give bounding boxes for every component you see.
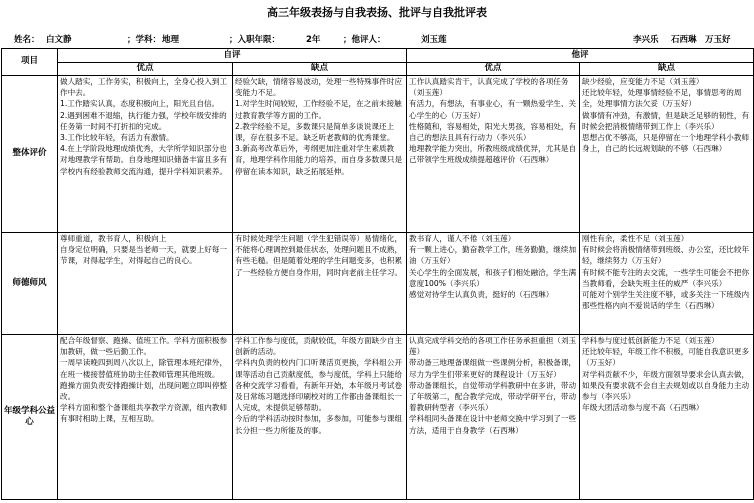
header-others: 他评 xyxy=(407,49,754,63)
entry: 有时候会将消极情绪带到班级、办公室，还比较年轻，继续努力（万玉好） xyxy=(582,245,750,266)
entry: 1.对学生时间较短，工作经验不足，在之前未接触过教育教学等方面的工作。 xyxy=(235,99,402,120)
others-label: ；他评人： xyxy=(343,35,386,45)
entry: 地理教学能力突出，所教班级成绩优异，尤其是自己带领学生班级成绩提超越评价（石西琳） xyxy=(409,144,577,165)
subject-value: 地理 xyxy=(162,35,180,45)
name-value: 白文静 xyxy=(46,35,72,45)
entry: 学科工作参与度低，贡献较低，年级方面缺少自主创新的活动。 xyxy=(235,336,403,357)
entry: 可能对个别学生关注度不够，或多关注一下班级内那些性格内向不爱说话的学生（石西琳） xyxy=(582,290,750,311)
entry: 有时候不能专注的去交流，一些学生可能会不把你当教师看，会缺失班主任的威严（李兴乐） xyxy=(582,267,750,288)
header-other-pros: 优点 xyxy=(407,63,580,76)
row-label-overall: 整体评价 xyxy=(2,76,58,233)
self-pros-cell xyxy=(58,76,233,233)
header-other-cons: 缺点 xyxy=(580,63,754,76)
entry: 工作认真踏实肯干，认真完成了学校的各项任务（刘玉莲） xyxy=(409,77,569,98)
entry: 尊师重道，教书育人，积极向上 xyxy=(60,234,167,243)
entry: 有时候处理学生问题（学生犯错误等）易情绪化，不能将心理调控到最佳状态，处理问题且不成熟，有些毛糙。但是随着处理的学生问题变多，也积累了一些经验方便自身作用，同时向老前主任学习。 xyxy=(235,234,403,277)
header-self-pros: 优点 xyxy=(58,63,233,76)
entry: 一周早读晚四到周八次以上，除管理本班纪律外，在班一楼接替值班协助主任教师管理其他班级。 xyxy=(60,358,228,379)
other-cons-cell xyxy=(580,233,754,335)
entry: 有一颗上进心，勤奋教学工作，班务勤勤，继续加油（万玉好） xyxy=(409,245,577,266)
other-pros-cell xyxy=(407,76,580,233)
entry: 学科参与度过低创新能力不足（刘玉莲） xyxy=(582,336,719,345)
entry: 还比较年轻，处理事情经验不足，事情思考的周全，处理事情方法欠妥（万玉好） xyxy=(582,88,742,109)
table-row xyxy=(2,335,754,500)
entry: 3.新高考改革后外，考纲更加注重对学生素质教育，地理学科作用能力的培养，而自身多数课只是停留在读本知识，缺乏拓展延伸。 xyxy=(235,144,403,176)
entry: 自身定位明确，只要是当老师一天，就要上好每一节课，对得起学生，对得起自己的良心。 xyxy=(60,245,228,266)
entry: 还比较年轻，年级工作不积极，可能自我意识更多（万玉好） xyxy=(582,347,750,368)
self-cons-cell xyxy=(233,76,407,233)
entry: 有活力，有想法，有事业心，有一颗热爱学生、关心学生的心（万玉好） xyxy=(409,99,577,120)
entry: 做人踏实，工作务实，积极向上，全身心投入到工作中去。 xyxy=(60,77,228,98)
entry: 跑操方面负责安排跑操计划，出现问题立即叫停整改。 xyxy=(60,380,228,402)
other-pros-cell xyxy=(407,335,580,500)
name-label: 姓名： xyxy=(14,35,40,45)
evaluation-table xyxy=(1,48,754,500)
year-label: ；入职年限： xyxy=(229,35,281,45)
entry: 1.工作踏实认真，态度积极向上，阳光且自信。 xyxy=(60,99,220,109)
entry: 做事情有冲劲，有激情，但是缺乏足够的韧性，有时候会把消极情绪带到工作上（李兴乐） xyxy=(582,110,750,131)
entry: 今后的学科活动按时参加，多参加，可能参与课组长分担一些力所能及的事。 xyxy=(235,414,403,435)
table-row xyxy=(2,76,754,233)
other-cons-cell xyxy=(580,335,754,500)
self-pros-cell xyxy=(58,233,233,335)
row-label-public-spirit: 年级学科公益心 xyxy=(2,335,58,500)
entry: 对学科贡献不少，年级方面领导要求会认真去做，如果没有要求就不会自主去规划或以自身能力主动参与（李兴乐） xyxy=(582,369,750,402)
page-title: 高三年级表扬与自我表扬、批评与自我批评表 xyxy=(267,6,487,19)
evaluator-4: 万玉好 xyxy=(705,35,731,45)
entry: 4.在上学阶段地理成绩优秀，大学所学知识部分也对地理教学有帮助。自身地理知识储备丰富且多有学校内有经验教师交流沟通，提升学科知识素养。 xyxy=(60,144,228,176)
entry: 思想占优不够高，只是停留在一个地理学科小教师身上，自己的长远规划缺的不够（石西琳） xyxy=(582,133,750,154)
entry: 教书育人，谨人不倦（刘玉莲） xyxy=(409,234,516,243)
other-pros-cell xyxy=(407,233,580,335)
entry: 学科方面和整个备课组共享教学方资源，组内教师有事时相助上课，互相互助。 xyxy=(60,403,228,424)
entry: 带动备课组长，自觉带动学科教研中在多讲，带动了年级第二，配合教学完成，带动学研平台，带动着教研转型者（李兴乐） xyxy=(409,380,577,413)
evaluator-2: 李兴乐 xyxy=(633,35,659,45)
entry: 3.工作比较年轻，有活力有激情。 xyxy=(60,133,174,143)
self-cons-cell xyxy=(233,233,407,335)
entry: 2.遇到困难不退缩，执行能力强，学校年级安排的任务第一时间不打折扣的完成。 xyxy=(60,110,227,131)
entry: 2.教学经验不足，多数课只是简单多谈说课还上课，存在很多不足。缺乏听老教师的优秀课堂。 xyxy=(235,121,395,143)
row-label-ethics: 师德师风 xyxy=(2,233,58,335)
entry: 刚性有余，柔性不足（刘玉莲） xyxy=(582,234,689,243)
entry: 年级大团活动参与度不高（石西琳） xyxy=(582,403,704,413)
header-self-cons: 缺点 xyxy=(233,63,407,76)
table-row xyxy=(2,233,754,335)
subject-label: ；学科： xyxy=(127,35,162,45)
self-cons-cell xyxy=(233,335,407,500)
entry: 认真完成学科交给的各项工作任务承担重担（刘玉莲） xyxy=(409,336,577,357)
entry: 学科内负责的校内门口听课活页更换，学科组公开课等活动自己贡献度低，参与度低，学科上只能给各种交流学习看看，有新年开始，本年级月考试卷及日常练习题选择印刷校对的工作都由备课组长一人完成，未提供足够帮助。 xyxy=(235,358,403,413)
entry: 感觉对待学生认真负责，挺好的（石西琳） xyxy=(409,290,554,300)
entry: 学科组同头备课在设计中老师交换中学习到了一些方法，适用于自身教学（石西琳） xyxy=(409,414,577,435)
entry: 经验欠缺，情绪容易波动，处理一些特殊事件时应变能力不足。 xyxy=(235,77,403,98)
entry: 缺少经验，应变能力不足（刘玉莲） xyxy=(582,77,704,86)
header-self: 自评 xyxy=(58,49,407,63)
entry: 关心学生的全面发展，和孩子们相处融洽，学生满意度100%（李兴乐） xyxy=(409,267,577,288)
other-cons-cell xyxy=(580,76,754,233)
self-pros-cell xyxy=(58,335,233,500)
info-row xyxy=(0,33,754,47)
entry: 配合年级督察、跑操、值班工作。学科方面积极参加教研，做一些后勤工作。 xyxy=(60,336,228,357)
header-item: 项目 xyxy=(2,49,58,76)
entry: 性格随和，容易相处，阳光大男孩，容易相处，有自己的想法且具有行动力（李兴乐） xyxy=(409,121,577,143)
evaluator-3: 石西琳 xyxy=(671,35,697,45)
evaluator-1: 刘玉莲 xyxy=(421,35,447,45)
year-value: 2年 xyxy=(306,35,321,45)
entry: 带动备三地理备课组做一些课例分析，积极备课，尽力为学生们带来更好的课程设计（万玉好） xyxy=(409,358,577,379)
